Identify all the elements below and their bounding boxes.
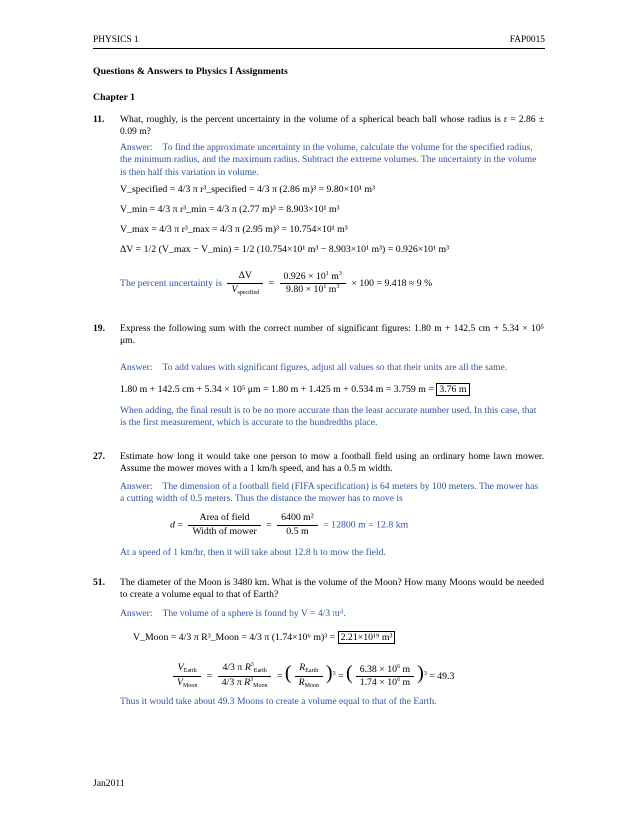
answer-label: Answer: bbox=[120, 608, 153, 619]
q51-ratio-equation: $\frac{V_{Earth}}{V_{Moon}}$ = $\frac{4/3 \pi R^3_{Earth}}{4/3 \pi R^3_{Moon}}$ = ( $\frac{R_{Earth}}{R_{Moon}}$ )$^3$ = ( $\frac{6.38 \times 10^6 m}{1.74 \times 10^6 m}$ )$^3$ = 49.3 bbox=[170, 660, 454, 691]
page-header bbox=[93, 34, 545, 49]
question-19-answer bbox=[120, 362, 544, 374]
q19-note: When adding, the final result is to be no more accurate than the least accurate number used. In this case, that is the first measurement, which is accurate to the hundredths place. bbox=[120, 405, 537, 429]
percent-fraction: $\frac{\Delta V}{V_{specified}}$ bbox=[227, 270, 263, 298]
answer-label: Answer: bbox=[120, 362, 153, 373]
q51-ratio-result: = 49.3 bbox=[429, 671, 455, 682]
q51-volume-equation bbox=[133, 632, 395, 645]
percent-label: The percent uncertainty is bbox=[120, 278, 223, 290]
q51-note: Thus it would take about 49.3 Moons to create a volume equal to that of the Earth. bbox=[120, 696, 437, 707]
frac-area-value: 6400 m² bbox=[277, 512, 318, 526]
q27-result: = 12800 m = 12.8 km bbox=[323, 519, 409, 531]
chapter-heading: Chapter 1 bbox=[93, 92, 136, 103]
question-51-number: 51. bbox=[93, 577, 105, 588]
answer-label: Answer: bbox=[120, 481, 153, 492]
frac-area: Area of field bbox=[188, 512, 260, 526]
q11-equation-max: V_max = 4/3 π r³_max = 4/3 π (2.95 m)³ = 10.754×10¹ m³ bbox=[120, 224, 348, 235]
question-27-answer bbox=[120, 481, 544, 506]
answer-text: To find the approximate uncertainty in the volume, calculate the volume for the specified radius, the minimum radius, and the maximum radius. Subtract the extreme volumes. The uncertainty in the volume is then half this variation in volume. bbox=[120, 142, 537, 178]
question-11-number: 11. bbox=[93, 114, 105, 125]
q51-boxed-volume: 2.21×10¹⁹ m³ bbox=[338, 631, 396, 644]
question-51-answer bbox=[120, 608, 544, 620]
question-11-text: What, roughly, is the percent uncertainty in the volume of a spherical beach ball whose radius is r = 2.86 ± 0.09 m? bbox=[120, 114, 544, 138]
percent-result: = 9.418 ≈ 9 % bbox=[376, 278, 433, 290]
q19-equation bbox=[120, 384, 470, 397]
page-footer: Jan2011 bbox=[93, 778, 125, 789]
page-title: Questions & Answers to Physics I Assignments bbox=[93, 66, 288, 77]
question-11-answer bbox=[120, 142, 544, 179]
q19-equation-text: 1.80 m + 142.5 cm + 5.34 × 10⁵ μm = 1.80 m + 1.425 m + 0.534 m = 3.759 m = bbox=[120, 384, 434, 395]
answer-text: To add values with significant figures, adjust all values so that their units are all the same. bbox=[162, 362, 508, 373]
question-19-number: 19. bbox=[93, 323, 105, 334]
q11-equation-specified: V_specified = 4/3 π r³_specified = 4/3 π (2.86 m)³ = 9.80×10¹ m³ bbox=[120, 184, 375, 195]
answer-text: The volume of a sphere is found by V = 4/3 πr³. bbox=[162, 608, 346, 619]
question-27-text: Estimate how long it would take one person to mow a football field using an ordinary home lawn mower. Assume the mower moves with a 1 km/h speed, and has a 0.5 m width. bbox=[120, 451, 544, 475]
header-code: FAP0015 bbox=[509, 35, 545, 45]
q27-distance-equation: d = $\frac{\text{Area of field}}{\text{Width of mower}}$ = $\frac{\text{6400 m²}}{0.5 m}$ = 12800 m = 12.8 km bbox=[170, 512, 409, 537]
frac-width: Width of mower bbox=[192, 525, 257, 537]
q19-boxed-result: 3.76 m bbox=[436, 383, 469, 396]
q27-note: At a speed of 1 km/hr, then it will take about 12.8 h to mow the field. bbox=[120, 547, 386, 558]
q11-equation-min: V_min = 4/3 π r³_min = 4/3 π (2.77 m)³ = 8.903×10¹ m³ bbox=[120, 204, 340, 215]
question-19-text: Express the following sum with the correct number of significant figures: 1.80 m + 142.5 cm + 5.34 × 10⁵ μm. bbox=[120, 323, 544, 347]
header-course: PHYSICS 1 bbox=[93, 35, 139, 45]
answer-text: The dimension of a football field (FIFA specification) is 64 meters by 100 meters. The mower has a cutting width of 0.5 meters. Thus the distance the mower has to move is bbox=[120, 481, 539, 505]
frac-width-value: 0.5 m bbox=[286, 525, 309, 537]
q51-volume-text: V_Moon = 4/3 π R³_Moon = 4/3 π (1.74×10⁶ m)³ = bbox=[133, 632, 336, 643]
q11-percent-line: The percent uncertainty is $\frac{\Delta V}{V_{specified}}$ = $\frac{0.926 \times 10^1 m^3}{9.80 \times 10^1 m^3}$ × 100 = 9.418 ≈ 9 % bbox=[120, 270, 433, 296]
question-27-number: 27. bbox=[93, 451, 105, 462]
answer-label: Answer: bbox=[120, 142, 153, 153]
q11-equation-delta: ΔV = 1/2 (V_max − V_min) = 1/2 (10.754×10¹ m³ − 8.903×10¹ m³) = 0.926×10¹ m³ bbox=[120, 244, 450, 255]
question-51-text: The diameter of the Moon is 3480 km. What is the volume of the Moon? How many Moons would be needed to create a volume equal to that of Earth? bbox=[120, 577, 544, 601]
